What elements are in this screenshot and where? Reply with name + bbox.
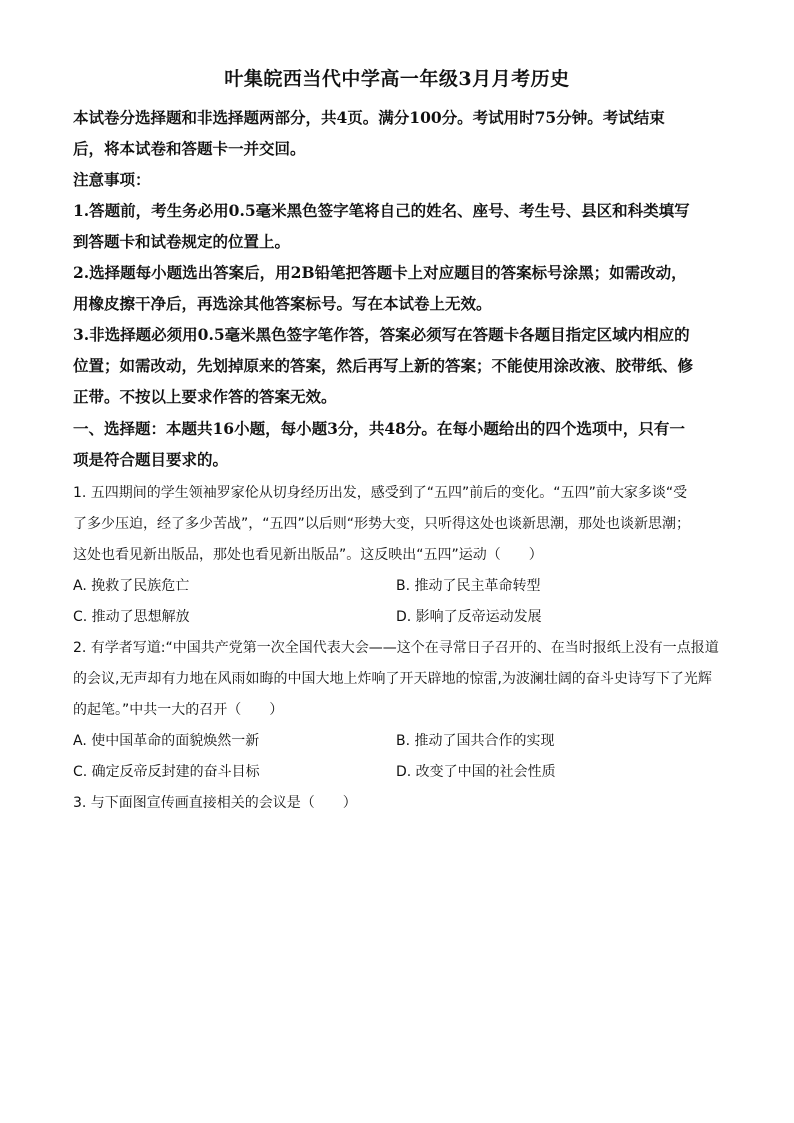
- option-d[interactable]: D. 改变了中国的社会性质: [396, 764, 556, 780]
- question-stem-line: 的会议,无声却有力地在风雨如晦的中国大地上炸响了开天辟地的惊雷,为波澜壮阔的奋斗史诗写下了光辉: [73, 671, 712, 687]
- question-stem-line: 这处也看见新出版品，那处也看见新出版品”。这反映出“五四”运动（ ）: [73, 547, 543, 563]
- intro-line: 本试卷分选择题和非选择题两部分，共4页。满分100分。考试用时75分钟。考试结束: [73, 108, 665, 127]
- option-row: [73, 571, 723, 602]
- notice-item-line: 2.选择题每小题选出答案后，用2B铅笔把答题卡上对应题目的答案标号涂黑；如需改动，: [73, 263, 687, 282]
- intro-text: [73, 102, 723, 164]
- option-b[interactable]: B. 推动了民主革命转型: [396, 578, 541, 594]
- option-d[interactable]: D. 影响了反帝运动发展: [396, 609, 542, 625]
- option-row: [73, 757, 723, 788]
- notice-item-line: 正带。不按以上要求作答的答案无效。: [73, 387, 337, 406]
- question-2: [73, 633, 723, 788]
- notice-item-line: 到答题卡和试卷规定的位置上。: [73, 232, 291, 251]
- section-heading: [73, 413, 723, 475]
- question-stem-line: 了多少压迫，经了多少苦战”，“五四”以后则“形势大变，只听得这处也谈新思潮，那处也谈新思潮；: [73, 516, 691, 532]
- notice-heading: 注意事项：: [73, 170, 151, 189]
- option-b[interactable]: B. 推动了国共合作的实现: [396, 733, 555, 749]
- exam-title: 叶集皖西当代中学高一年级3月月考历史: [224, 68, 570, 90]
- question-stem-line: 1. 五四期间的学生领袖罗家伦从切身经历出发，感受到了“五四”前后的变化。“五四”前大家多谈“受: [73, 485, 688, 501]
- intro-line: 后，将本试卷和答题卡一并交回。: [73, 139, 306, 158]
- notice-item-line: 1.答题前，考生务必用0.5毫米黑色签字笔将自己的姓名、座号、考生号、县区和科类填写: [73, 201, 690, 220]
- option-a[interactable]: A. 使中国革命的面貌焕然一新: [73, 733, 260, 749]
- question-stem-line: 2. 有学者写道:“中国共产党第一次全国代表大会——这个在寻常日子召开的、在当时报纸上没有一点报道: [73, 640, 719, 656]
- question-stem-line: 3. 与下面图宣传画直接相关的会议是（ ）: [73, 795, 357, 811]
- option-row: [73, 602, 723, 633]
- option-a[interactable]: A. 挽救了民族危亡: [73, 578, 190, 594]
- option-c[interactable]: C. 推动了思想解放: [73, 609, 190, 625]
- notice-item-line: 用橡皮擦干净后，再选涂其他答案标号。写在本试卷上无效。: [73, 294, 492, 313]
- notice-item-line: 位置；如需改动，先划掉原来的答案，然后再写上新的答案；不能使用涂改液、胶带纸、修: [73, 356, 694, 375]
- option-row: [73, 726, 723, 757]
- notice-section: [73, 164, 723, 412]
- notice-item-line: 3.非选择题必须用0.5毫米黑色签字笔作答，答案必须写在答题卡各题目指定区域内相应的: [73, 325, 690, 344]
- question-3: [73, 788, 723, 819]
- question-1: [73, 478, 723, 633]
- question-stem-line: 的起笔。”中共一大的召开（ ）: [73, 702, 284, 718]
- section-line: 项是符合题目要求的。: [73, 450, 229, 469]
- section-line: 一、选择题：本题共16小题，每小题3分，共48分。在每小题给出的四个选项中，只有一: [73, 419, 685, 438]
- option-c[interactable]: C. 确定反帝反封建的奋斗目标: [73, 764, 260, 780]
